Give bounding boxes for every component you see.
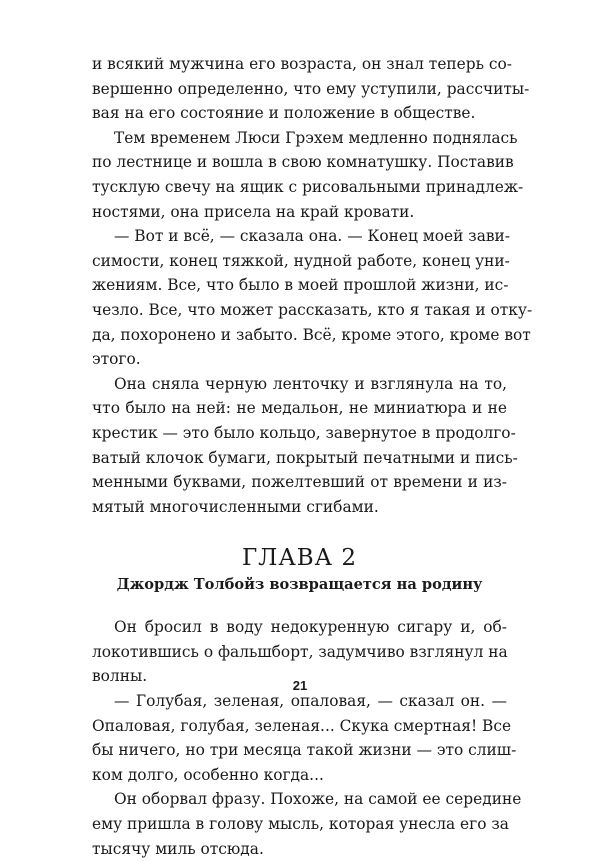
text-line: Она сняла черную ленточку и взглянула на то, — [114, 374, 507, 393]
text-line: да, похоронено и забыто. Всё, кроме этого, кроме вот — [92, 325, 531, 344]
chapter-subtitle: Джордж Толбойз возвращается на родину — [116, 576, 483, 594]
text-line: Тем временем Люси Грэхем медленно поднялась — [114, 128, 518, 147]
text-line: ностями, она присела на край кровати. — [92, 202, 415, 221]
text-line: жениям. Все, что было в моей прошлой жизни, ис- — [92, 276, 509, 295]
text-line: мятый многочисленными сгибами. — [92, 497, 379, 516]
text-line: Он бросил в воду недокуренную сигару и, об- — [114, 618, 507, 637]
text-line: Опаловая, голубая, зеленая... Скука смертная! Все — [92, 716, 512, 735]
paragraph-4 — [92, 372, 518, 520]
paragraph-6 — [92, 689, 517, 787]
text-line: — Голубая, зеленая, опаловая, — сказал он. — — [114, 692, 507, 711]
text-line: ватый клочок бумаги, покрытый печатными и пись- — [92, 448, 518, 467]
text-line: тысячу миль отсюда. — [92, 839, 264, 858]
text-line: волны. — [92, 667, 148, 686]
chapter-title: ГЛАВА 2 — [241, 545, 358, 572]
text-line: тусклую свечу на ящик с рисовальными принадлеж- — [92, 177, 524, 196]
paragraph-2 — [92, 126, 524, 224]
text-line: вая на его состояние и положение в обществе. — [92, 104, 476, 123]
text-line: по лестнице и вошла в свою комнатушку. Поставив — [92, 153, 514, 172]
text-line: менными буквами, пожелтевший от времени и из- — [92, 473, 507, 492]
text-line: ему пришла в голову мысль, которая унесла его за — [92, 815, 509, 834]
text-line: симости, конец тяжкой, нудной работе, конец уни- — [92, 251, 510, 270]
page-number: 21 — [292, 678, 308, 693]
text-line: бы ничего, но три месяца такой жизни — это слиш- — [92, 741, 517, 760]
text-line: чезло. Все, что может рассказать, кто я такая и отку- — [92, 300, 533, 319]
text-line: что было на ней: не медальон, не миниатюра и не — [92, 399, 507, 418]
text-line: вершенно определенно, что ему уступили, рассчиты- — [92, 79, 530, 98]
text-line: этого. — [92, 350, 141, 369]
text-line: ком долго, особенно когда... — [92, 765, 324, 784]
text-line: крестик — это было кольцо, завернутое в продолго- — [92, 423, 516, 442]
paragraph-1 — [92, 52, 530, 126]
text-line: — Вот и всё, — сказала она. — Конец моей зави- — [114, 227, 510, 246]
text-line: Он оборвал фразу. Похоже, на самой ее середине — [114, 790, 522, 809]
text-line: и всякий мужчина его возраста, он знал теперь со- — [92, 55, 513, 73]
paragraph-7 — [92, 787, 522, 861]
book-page — [92, 52, 533, 861]
paragraph-3 — [92, 224, 533, 372]
text-line: локотившись о фальшборт, задумчиво взглянул на — [92, 642, 508, 661]
